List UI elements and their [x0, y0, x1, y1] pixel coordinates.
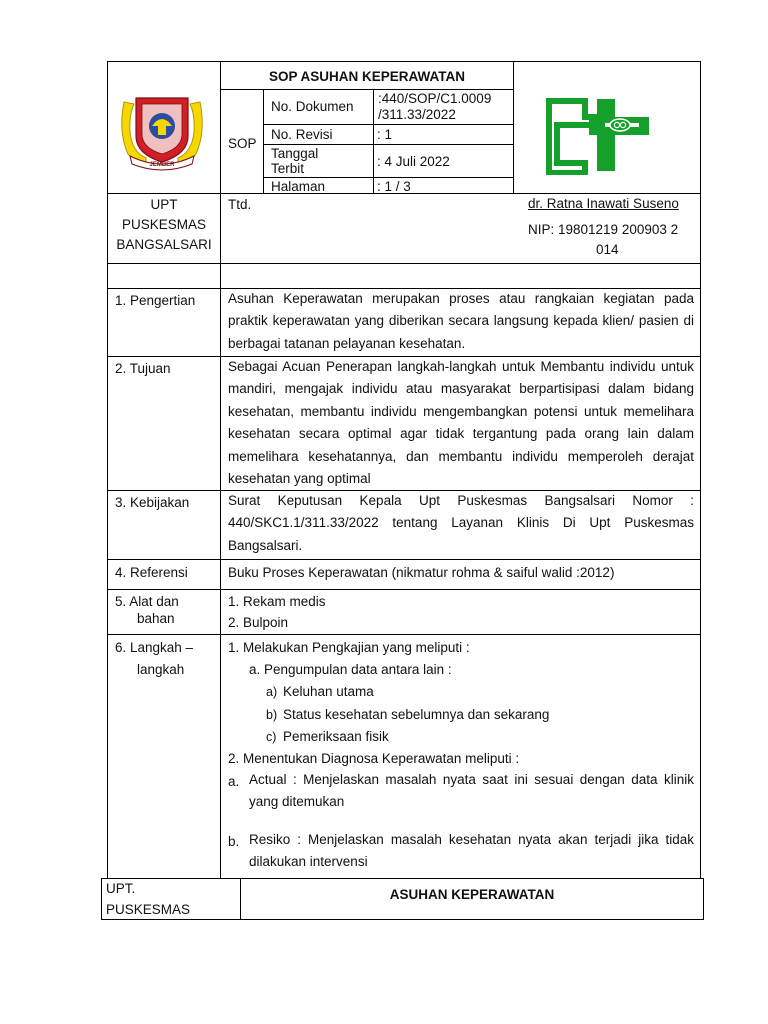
- step-1a: a. Pengumpulan data antara lain :: [249, 662, 452, 677]
- section-label-referensi: 4. Referensi: [115, 565, 188, 580]
- regency-crest-logo: [116, 92, 208, 172]
- sub-mark-c: c): [266, 730, 277, 744]
- resiko-mark: b.: [228, 834, 240, 849]
- doctor-nip-line1: NIP: 19801219 200903 2: [528, 222, 679, 237]
- section-label-langkah-line2: langkah: [137, 662, 185, 677]
- sub-item-status: Status kesehatan sebelumnya dan sekarang: [283, 707, 550, 722]
- doctor-nip-line2: 014: [596, 242, 619, 257]
- section-label-kebijakan: 3. Kebijakan: [115, 495, 190, 510]
- sub-mark-a: a): [266, 685, 278, 699]
- field-value-tanggal-terbit: : 4 Juli 2022: [377, 154, 450, 169]
- step-1: 1. Melakukan Pengkajian yang meliputi :: [228, 640, 470, 655]
- puskesmas-logo: [545, 95, 655, 175]
- actual-mark: a.: [228, 774, 240, 789]
- sub-item-keluhan: Keluhan utama: [283, 684, 374, 699]
- footer-org-line1: UPT.: [106, 881, 136, 896]
- field-label-halaman: Halaman: [271, 179, 326, 194]
- list-item-rekam-medis: 1. Rekam medis: [228, 594, 326, 609]
- org-line-2: PUSKESMAS: [121, 217, 207, 232]
- resiko-text: Resiko : Menjelaskan masalah kesehatan nyata akan terjadi jika tidak dilakukan intervensi: [249, 832, 694, 870]
- field-value-no-revisi: : 1: [377, 127, 393, 142]
- footer-org-line2: PUSKESMAS: [106, 902, 191, 917]
- footer-title: ASUHAN KEPERAWATAN: [389, 887, 555, 902]
- section-label-pengertian: 1. Pengertian: [115, 293, 196, 308]
- step-2: 2. Menentukan Diagnosa Keperawatan meliputi :: [228, 751, 520, 766]
- section-text-pengertian: Asuhan Keperawatan merupakan proses atau rangkaian kegiatan pada praktik keperawatan yang diberikan secara langsung kepada klien/ pasien di berbagai tatanan pelayanan kesehatan.: [228, 291, 694, 351]
- sub-item-pemeriksaan: Pemeriksaan fisik: [283, 729, 389, 744]
- section-label-tujuan: 2. Tujuan: [115, 361, 171, 376]
- doctor-name: dr. Ratna Inawati Suseno: [528, 196, 679, 211]
- page-title: SOP ASUHAN KEPERAWATAN: [268, 69, 466, 84]
- org-line-1: UPT: [150, 197, 178, 212]
- section-text-referensi: Buku Proses Keperawatan (nikmatur rohma & saiful walid :2012): [228, 565, 615, 580]
- field-value-no-dokumen-line2: /311.33/2022: [378, 107, 456, 122]
- sign-label: Ttd.: [228, 197, 252, 212]
- sop-label: SOP: [228, 136, 257, 151]
- section-label-langkah: 6. Langkah –: [115, 640, 194, 655]
- section-text-kebijakan: Surat Keputusan Kepala Upt Puskesmas Bangsalsari Nomor : 440/SKC1.1/311.33/2022 tentang Layanan Klinis Di Upt Puskesmas Bangsalsari.: [228, 493, 694, 553]
- sub-mark-b: b): [266, 708, 278, 722]
- field-label-tanggal: Tanggal: [271, 146, 319, 161]
- actual-text: Actual : Menjelaskan masalah nyata saat ini sesuai dengan data klinik yang ditemukan: [249, 772, 694, 810]
- field-value-halaman: : 1 / 3: [377, 179, 411, 194]
- field-label-no-dokumen: No. Dokumen: [271, 99, 354, 114]
- field-label-no-revisi: No. Revisi: [271, 127, 333, 142]
- field-label-terbit: Terbit: [271, 161, 305, 176]
- org-line-3: BANGSALSARI: [116, 237, 212, 252]
- section-text-tujuan: Sebagai Acuan Penerapan langkah-langkah untuk Membantu individu untuk mandiri, mengajak individu atau masyarakat berpartisipasi dalam bidang kesehatan, membantu individu mengembangkan potensi untuk memelihara kesehatan secara optimal agar tidak tergantung pada orang lain dalam memelihara kesehatannya, dan membantu individu memperoleh derajat kesehatan yang optimal: [228, 359, 694, 487]
- list-item-bulpoin: 2. Bulpoin: [228, 615, 289, 630]
- section-label-bahan: bahan: [137, 611, 175, 626]
- crest-ribbon-text: JEMBER: [149, 162, 175, 168]
- section-label-alat: 5. Alat dan: [115, 594, 179, 609]
- field-value-no-dokumen-line1: :440/SOP/C1.0009: [378, 91, 492, 106]
